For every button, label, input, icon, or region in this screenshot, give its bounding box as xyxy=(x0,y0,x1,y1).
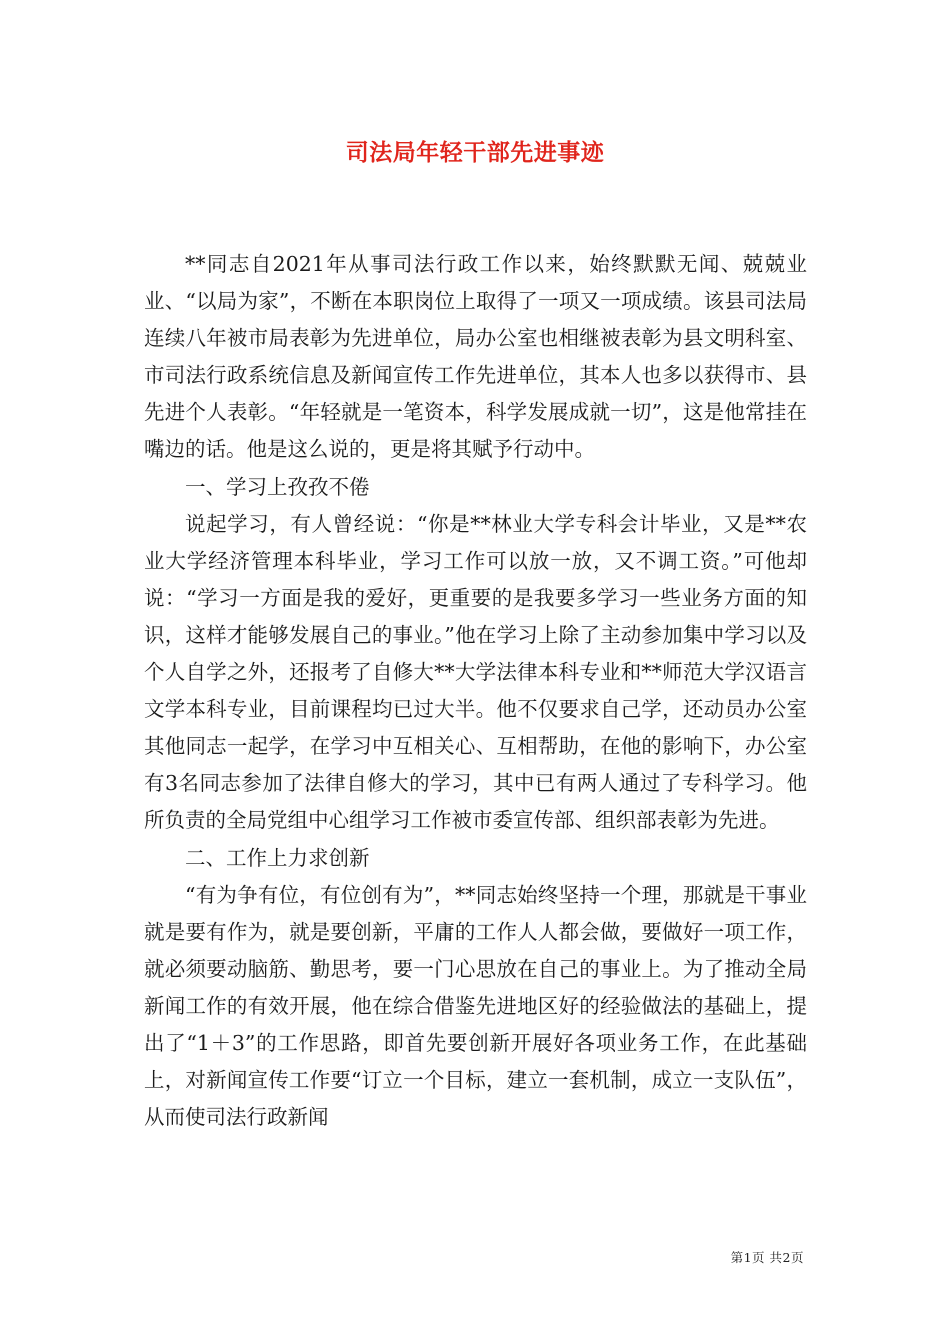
paragraph-innovation: “有为争有位，有位创有为”，**同志始终坚持一个理，那就是干事业就是要有作为，就是要创新，平庸的工作人人都会做，要做好一项工作，就必须要动脑筋、勤思考，要一门心思放在自己的事业上。为了推动全局新闻工作的有效开展，他在综合借鉴先进地区好的经验做法的基础上，提出了“1＋3”的工作思路，即首先要创新开展好各项业务工作，在此基础上，对新闻宣传工作要“订立一个目标，建立一套机制，成立一支队伍”，从而使司法行政新闻 xyxy=(144,882,807,1130)
document-title: 司法局年轻干部先进事迹 xyxy=(345,139,605,166)
section-heading-study: 一、学习上孜孜不倦 xyxy=(185,474,370,499)
page-number: 第1页 共2页 xyxy=(730,1250,804,1265)
paragraph-study: 说起学习，有人曾经说：“你是**林业大学专科会计毕业，又是**农业大学经济管理本科毕业，学习工作可以放一放，又不调工资。”可他却说：“学习一方面是我的爱好，更重要的是我要多学习一些业务方面的知识，这样才能够发展自己的事业。”他在学习上除了主动参加集中学习以及个人自学之外，还报考了自修大**大学法律本科专业和**师范大学汉语言文学本科专业，目前课程均已过大半。他不仅要求自己学，还动员办公室其他同志一起学，在学习中互相关心、互相帮助，在他的影响下，办公室有3名同志参加了法律自修大的学习，其中已有两人通过了专科学习。他所负责的全局党组中心组学习工作被市委宣传部、组织部表彰为先进。 xyxy=(144,511,807,833)
document-body xyxy=(144,246,807,1136)
paragraph-intro: **同志自2021年从事司法行政工作以来，始终默默无闻、兢兢业业、“以局为家”，不断在本职岗位上取得了一项又一项成绩。该县司法局连续八年被市局表彰为先进单位，局办公室也相继被表彰为县文明科室、市司法行政系统信息及新闻宣传工作先进单位，其本人也多以获得市、县先进个人表彰。“年轻就是一笔资本，科学发展成就一切”，这是他常挂在嘴边的话。他是这么说的，更是将其赋予行动中。 xyxy=(144,252,807,462)
section-heading-innovation: 二、工作上力求创新 xyxy=(185,845,370,870)
